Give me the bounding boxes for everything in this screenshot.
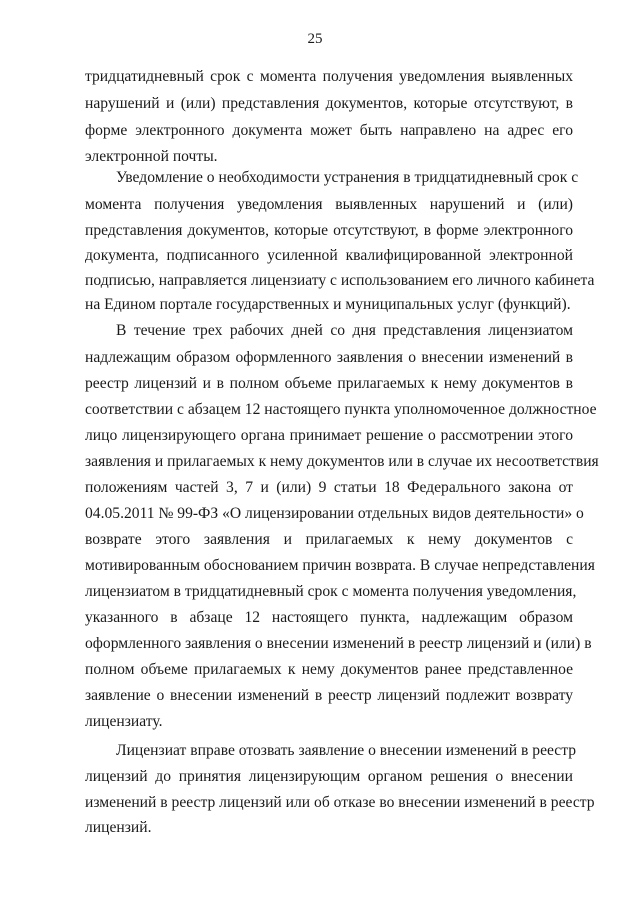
page-number: 25: [307, 31, 323, 47]
text-line: лицензий.: [85, 819, 152, 836]
text-line: заявление о внесении изменений в реестр лицензий подлежит возврату: [85, 687, 573, 704]
text-line: В течение трех рабочих дней со дня представления лицензиатом: [116, 322, 573, 339]
text-line: на Едином портале государственных и муниципальных услуг (функций).: [85, 296, 571, 313]
text-line: тридцатидневный срок с момента получения уведомления выявленных: [85, 68, 573, 85]
text-line: лицензий до принятия лицензирующим органом решения о внесении: [85, 768, 573, 785]
text-line: заявления и прилагаемых к нему документов или в случае их несоответствия: [85, 453, 599, 470]
text-line: оформленного заявления о внесении изменений в реестр лицензий и (или) в: [85, 635, 592, 652]
text-line: реестр лицензий и в полном объеме прилагаемых к нему документов в: [85, 375, 573, 392]
text-line: документа, подписанного усиленной квалифицированной электронной: [85, 247, 573, 264]
text-line: подписью, направляется лицензиату с использованием его личного кабинета: [85, 272, 595, 289]
text-line: положениям частей 3, 7 и (или) 9 статьи 18 Федерального закона от: [85, 479, 573, 496]
text-line: полном объеме прилагаемых к нему документов ранее представленное: [85, 661, 573, 678]
text-line: соответствии с абзацем 12 настоящего пункта уполномоченное должностное: [85, 401, 597, 418]
text-line: форме электронного документа может быть направлено на адрес его: [85, 122, 573, 139]
text-line: лицензиату.: [85, 713, 163, 730]
text-line: момента получения уведомления выявленных нарушений и (или): [85, 196, 573, 213]
text-line: Лицензиат вправе отозвать заявление о внесении изменений в реестр: [116, 742, 577, 759]
text-line: лицо лицензирующего органа принимает решение о рассмотрении этого: [85, 427, 573, 444]
text-line: возврате этого заявления и прилагаемых к нему документов с: [85, 531, 573, 548]
text-line: нарушений и (или) представления документов, которые отсутствуют, в: [85, 95, 573, 112]
text-line: представления документов, которые отсутствуют, в форме электронного: [85, 222, 573, 239]
text-line: указанного в абзаце 12 настоящего пункта, надлежащим образом: [85, 609, 573, 626]
text-line: изменений в реестр лицензий или об отказе во внесении изменений в реестр: [85, 794, 595, 811]
text-line: электронной почты.: [85, 148, 218, 165]
text-line: 04.05.2011 № 99-ФЗ «О лицензировании отдельных видов деятельности» о: [85, 505, 584, 522]
text-line: Уведомление о необходимости устранения в тридцатидневный срок с: [116, 169, 579, 186]
text-line: лицензиатом в тридцатидневный срок с момента получения уведомления,: [85, 583, 577, 600]
text-line: надлежащим образом оформленного заявления о внесении изменений в: [85, 349, 573, 366]
text-line: мотивированным обоснованием причин возврата. В случае непредставления: [85, 557, 595, 574]
